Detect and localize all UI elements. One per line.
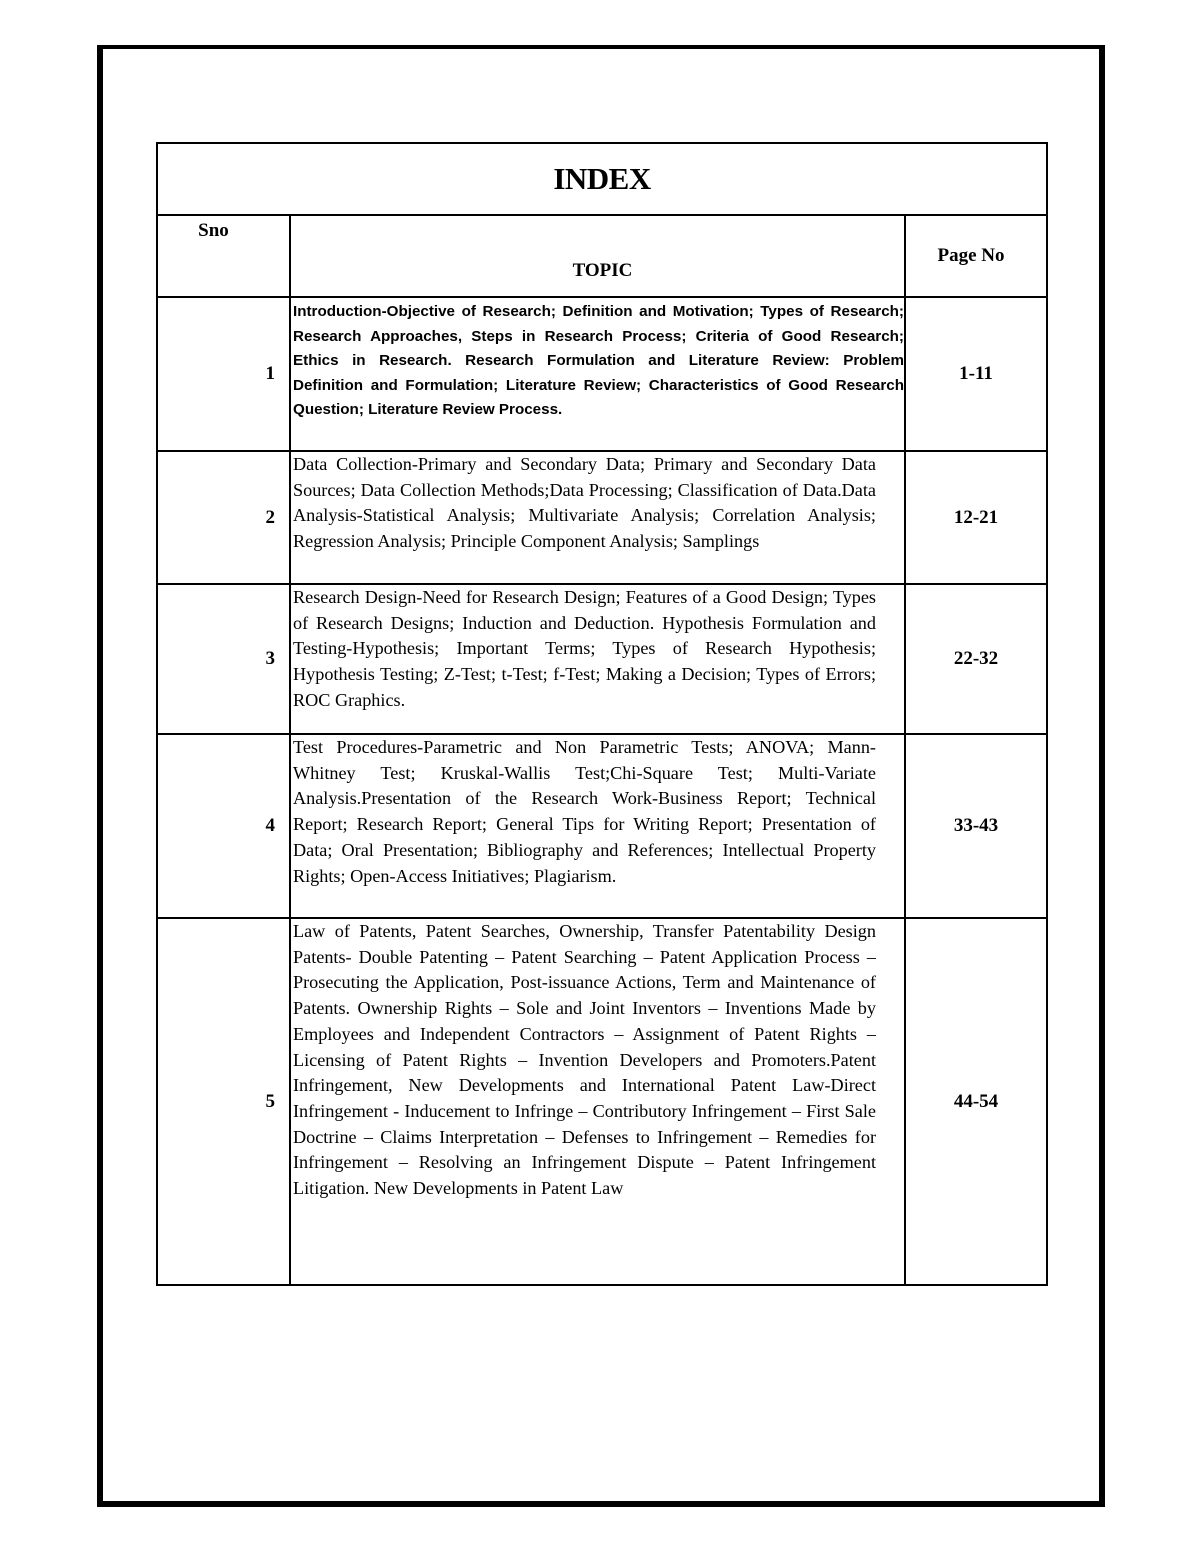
header-sno: Sno [157, 215, 290, 297]
table-row [157, 734, 1047, 918]
row-topic [290, 734, 905, 918]
title-row [157, 143, 1047, 215]
row-topic [290, 918, 905, 1285]
index-table [156, 142, 1048, 1286]
row-page-range: 44-54 [905, 918, 1047, 1285]
row-sno: 1 [157, 297, 290, 451]
header-topic: TOPIC [290, 215, 905, 297]
row-sno: 3 [157, 584, 290, 734]
row-topic-text: Data Collection-Primary and Secondary Data; Primary and Secondary Data Sources; Data Collection Methods;Data Processing; Classification of Data.Data Analysis-Statistical Analysis; Multivariate Analysis; Correlation Analysis; Regression Analysis; Principle Component Analysis; Samplings [293, 454, 876, 552]
table-row [157, 584, 1047, 734]
row-sno: 4 [157, 734, 290, 918]
table-row [157, 451, 1047, 584]
row-topic-text: Law of Patents, Patent Searches, Ownership, Transfer Patentability Design Patents- Double Patenting – Patent Searching – Patent Application Process – Prosecuting the Application, Post-issuance Actions, Term and Maintenance of Patents. Ownership Rights – Sole and Joint Inventors – Inventions Made by Employees and Independent Contractors – Assignment of Patent Rights – Licensing of Patent Rights – Invention Developers and Promoters.Patent Infringement, New Developments and International Patent Law-Direct Infringement - Inducement to Infringe – Contributory Infringement – First Sale Doctrine – Claims Interpretation – Defenses to Infringement – Remedies for Infringement – Resolving an Infringement Dispute – Patent Infringement Litigation. New Developments in Patent Law [293, 921, 876, 1199]
row-topic-text: Research Design-Need for Research Design; Features of a Good Design; Types of Research Designs; Induction and Deduction. Hypothesis Formulation and Testing-Hypothesis; Important Terms; Types of Research Hypothesis; Hypothesis Testing; Z-Test; t-Test; f-Test; Making a Decision; Types of Errors; ROC Graphics. [293, 587, 876, 710]
row-topic [290, 451, 905, 584]
row-sno: 5 [157, 918, 290, 1285]
row-topic-text: Test Procedures-Parametric and Non Parametric Tests; ANOVA; Mann-Whitney Test; Kruskal-Wallis Test;Chi-Square Test; Multi-Variate Analysis.Presentation of the Research Work-Business Report; Technical Report; Research Report; General Tips for Writing Report; Presentation of Data; Oral Presentation; Bibliography and References; Intellectual Property Rights; Open-Access Initiatives; Plagiarism. [293, 737, 876, 886]
row-page-range: 12-21 [905, 451, 1047, 584]
index-title: INDEX [157, 143, 1047, 215]
row-topic [290, 584, 905, 734]
row-topic [290, 297, 905, 451]
row-page-range: 1-11 [905, 297, 1047, 451]
row-page-range: 33-43 [905, 734, 1047, 918]
header-row [157, 215, 1047, 297]
table-row [157, 918, 1047, 1285]
row-topic-text: Introduction-Objective of Research; Definition and Motivation; Types of Research; Research Approaches, Steps in Research Process; Criteria of Good Research; Ethics in Research. Research Formulation and Literature Review: Problem Definition and Formulation; Literature Review; Characteristics of Good Research Question; Literature Review Process. [293, 303, 904, 418]
table-row [157, 297, 1047, 451]
row-sno: 2 [157, 451, 290, 584]
row-page-range: 22-32 [905, 584, 1047, 734]
header-page-no: Page No [905, 215, 1047, 297]
